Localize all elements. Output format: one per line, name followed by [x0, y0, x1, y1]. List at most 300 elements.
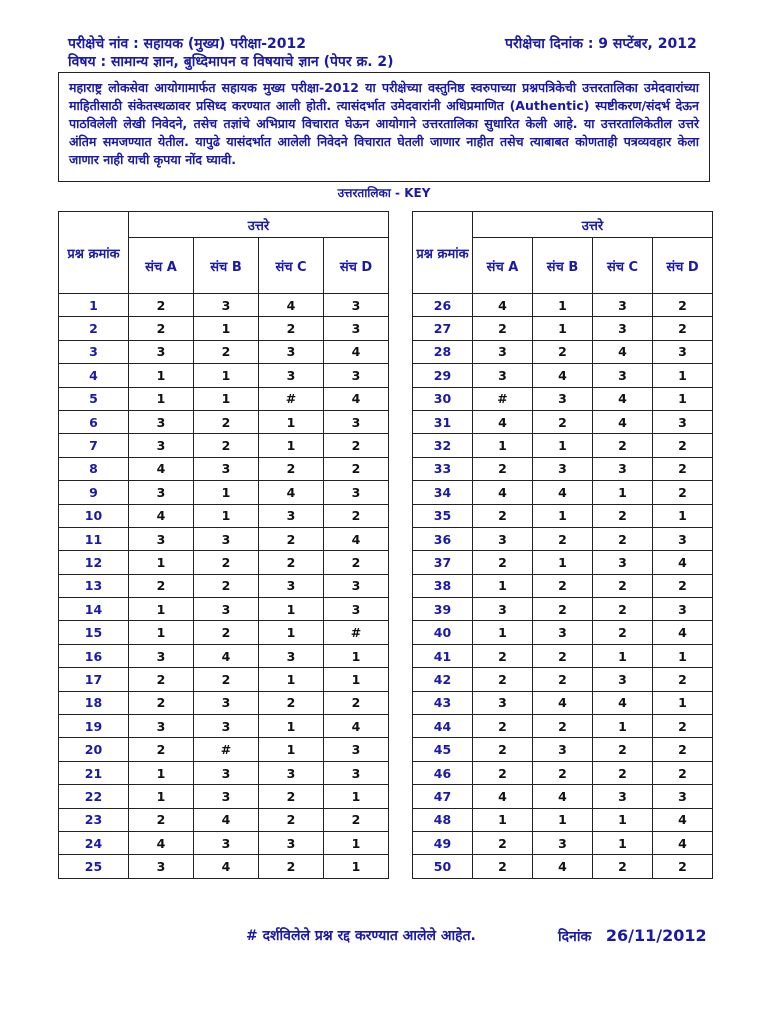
- answer-cell: 1: [194, 504, 259, 527]
- answer-cell: 3: [129, 527, 194, 550]
- table-row: [413, 410, 713, 433]
- table-row: [59, 761, 389, 784]
- date-value: 26/11/2012: [605, 926, 707, 945]
- answer-cell: 2: [533, 761, 593, 784]
- answer-cell: 2: [324, 504, 389, 527]
- question-number: 7: [59, 434, 129, 457]
- key-title: उत्तरतालिका - KEY: [337, 186, 431, 200]
- answer-cell: 4: [473, 785, 533, 808]
- answer-cell: 1: [473, 621, 533, 644]
- answer-cell: 4: [593, 387, 653, 410]
- answer-cell: 2: [129, 668, 194, 691]
- answer-cell: 3: [324, 364, 389, 387]
- answer-cell: 3: [194, 715, 259, 738]
- answer-cell: 3: [593, 551, 653, 574]
- answer-cell: 4: [593, 340, 653, 363]
- answer-cell: 1: [533, 551, 593, 574]
- header-set-c: संच C: [593, 238, 653, 294]
- question-number: 33: [413, 457, 473, 480]
- question-number: 39: [413, 598, 473, 621]
- answer-cell: 1: [473, 808, 533, 831]
- answer-cell: 1: [129, 761, 194, 784]
- answer-cell: 3: [324, 410, 389, 433]
- table-row: [413, 481, 713, 504]
- answer-cell: 2: [653, 715, 713, 738]
- answer-cell: 3: [324, 598, 389, 621]
- answer-cell: 1: [653, 364, 713, 387]
- header-question-number: प्रश्न क्रमांक: [59, 212, 129, 294]
- question-number: 18: [59, 691, 129, 714]
- answer-cell: #: [324, 621, 389, 644]
- answer-cell: 2: [324, 434, 389, 457]
- table-row: [413, 504, 713, 527]
- answer-cell: 3: [324, 738, 389, 761]
- answer-cell: 2: [473, 738, 533, 761]
- answer-cell: 4: [533, 481, 593, 504]
- answer-cell: 2: [324, 551, 389, 574]
- table-row: [59, 598, 389, 621]
- answer-cell: 3: [194, 831, 259, 854]
- answer-cell: 4: [129, 504, 194, 527]
- answer-cell: 2: [593, 527, 653, 550]
- answer-cell: 2: [593, 761, 653, 784]
- question-number: 35: [413, 504, 473, 527]
- table-row: [413, 294, 713, 317]
- answer-cell: 3: [593, 317, 653, 340]
- table-row: [413, 574, 713, 597]
- question-number: 41: [413, 644, 473, 667]
- answer-cell: 2: [194, 668, 259, 691]
- answer-cell: 1: [533, 808, 593, 831]
- answer-cell: 2: [259, 457, 324, 480]
- answer-cell: 3: [129, 434, 194, 457]
- answer-cell: 2: [593, 855, 653, 878]
- table-row: [413, 831, 713, 854]
- table-row: [59, 294, 389, 317]
- answer-cell: 2: [473, 831, 533, 854]
- answer-cell: 3: [259, 364, 324, 387]
- answer-cell: 2: [593, 621, 653, 644]
- answer-cell: 3: [324, 761, 389, 784]
- question-number: 48: [413, 808, 473, 831]
- answer-cell: 3: [593, 457, 653, 480]
- answer-cell: 1: [259, 434, 324, 457]
- answer-cell: 2: [653, 761, 713, 784]
- answer-cell: 2: [324, 457, 389, 480]
- table-row: [413, 761, 713, 784]
- answer-cell: 2: [533, 340, 593, 363]
- answer-cell: 2: [653, 738, 713, 761]
- table-row: [59, 481, 389, 504]
- answer-cell: 1: [259, 410, 324, 433]
- question-number: 8: [59, 457, 129, 480]
- answer-cell: 3: [324, 574, 389, 597]
- answer-cell: 3: [653, 340, 713, 363]
- question-number: 22: [59, 785, 129, 808]
- table-row: [59, 434, 389, 457]
- answer-cell: 3: [194, 761, 259, 784]
- question-number: 44: [413, 715, 473, 738]
- exam-subject: विषय : सामान्य ज्ञान, बुध्दिमापन व विषयाचे ज्ञान (पेपर क्र. 2): [68, 54, 394, 70]
- answer-cell: 1: [129, 598, 194, 621]
- header-set-a: संच A: [473, 238, 533, 294]
- answer-cell: 3: [129, 644, 194, 667]
- answer-cell: 3: [259, 831, 324, 854]
- table-row: [59, 527, 389, 550]
- answer-cell: 3: [259, 644, 324, 667]
- answer-cell: 1: [259, 621, 324, 644]
- answer-cell: 4: [653, 621, 713, 644]
- answer-cell: 2: [129, 574, 194, 597]
- answer-cell: 4: [324, 340, 389, 363]
- answer-cell: 3: [533, 621, 593, 644]
- answer-cell: 2: [473, 715, 533, 738]
- answer-cell: 4: [324, 387, 389, 410]
- table-row: [59, 644, 389, 667]
- answer-cell: 1: [533, 317, 593, 340]
- table-row: [413, 855, 713, 878]
- answer-cell: 2: [129, 294, 194, 317]
- question-number: 46: [413, 761, 473, 784]
- table-row: [59, 364, 389, 387]
- answer-cell: 2: [473, 504, 533, 527]
- answer-cell: 2: [473, 855, 533, 878]
- answer-cell: 1: [324, 785, 389, 808]
- answer-cell: 2: [259, 527, 324, 550]
- header-answers: उत्तरे: [473, 212, 713, 238]
- answer-cell: 2: [533, 644, 593, 667]
- answer-cell: 3: [129, 481, 194, 504]
- answer-cell: 1: [259, 715, 324, 738]
- table-row: [413, 364, 713, 387]
- answer-cell: 2: [653, 294, 713, 317]
- answer-cell: 4: [324, 527, 389, 550]
- question-number: 27: [413, 317, 473, 340]
- answer-cell: 4: [194, 855, 259, 878]
- answer-cell: 1: [653, 691, 713, 714]
- answer-cell: 1: [129, 551, 194, 574]
- answer-cell: 3: [129, 340, 194, 363]
- answer-cell: 3: [324, 317, 389, 340]
- question-number: 13: [59, 574, 129, 597]
- table-row: [59, 340, 389, 363]
- answer-cell: 2: [194, 434, 259, 457]
- answer-cell: 3: [473, 364, 533, 387]
- answer-cell: 4: [473, 481, 533, 504]
- table-row: [59, 410, 389, 433]
- table-row: [59, 855, 389, 878]
- answer-cell: 2: [473, 668, 533, 691]
- table-row: [59, 387, 389, 410]
- answer-cell: 1: [593, 644, 653, 667]
- question-number: 12: [59, 551, 129, 574]
- answer-cell: 2: [259, 855, 324, 878]
- table-row: [59, 551, 389, 574]
- answer-cell: 1: [593, 715, 653, 738]
- answer-cell: 3: [194, 691, 259, 714]
- answer-cell: 2: [653, 457, 713, 480]
- answer-cell: 3: [194, 598, 259, 621]
- answer-table-left: [58, 211, 389, 879]
- answer-cell: 4: [473, 410, 533, 433]
- answer-cell: 4: [259, 481, 324, 504]
- answer-cell: 1: [324, 855, 389, 878]
- answer-cell: 4: [259, 294, 324, 317]
- answer-cell: 3: [653, 527, 713, 550]
- question-number: 30: [413, 387, 473, 410]
- answer-cell: 2: [653, 481, 713, 504]
- answer-cell: 2: [473, 761, 533, 784]
- answer-cell: 4: [593, 410, 653, 433]
- answer-cell: 1: [653, 644, 713, 667]
- answer-cell: 4: [194, 808, 259, 831]
- answer-cell: 2: [533, 574, 593, 597]
- question-number: 4: [59, 364, 129, 387]
- answer-cell: 2: [593, 598, 653, 621]
- table-row: [413, 644, 713, 667]
- answer-cell: 3: [324, 294, 389, 317]
- table-row: [59, 574, 389, 597]
- table-row: [413, 434, 713, 457]
- question-number: 21: [59, 761, 129, 784]
- answer-cell: 2: [129, 808, 194, 831]
- question-number: 9: [59, 481, 129, 504]
- answer-cell: 1: [194, 317, 259, 340]
- answer-cell: 2: [259, 317, 324, 340]
- table-row: [413, 785, 713, 808]
- table-row: [59, 621, 389, 644]
- table-row: [413, 738, 713, 761]
- answer-cell: 2: [533, 715, 593, 738]
- answer-cell: 1: [473, 434, 533, 457]
- answer-cell: 3: [593, 785, 653, 808]
- answer-cell: 1: [259, 598, 324, 621]
- answer-cell: 2: [533, 598, 593, 621]
- answer-cell: 2: [653, 434, 713, 457]
- answer-cell: 2: [473, 457, 533, 480]
- date-label: दिनांक: [558, 929, 592, 945]
- answer-cell: 3: [653, 598, 713, 621]
- answer-cell: 4: [129, 831, 194, 854]
- answer-cell: 2: [194, 621, 259, 644]
- table-row: [413, 691, 713, 714]
- answer-cell: 3: [533, 387, 593, 410]
- answer-cell: 2: [533, 527, 593, 550]
- answer-cell: 1: [653, 504, 713, 527]
- answer-cell: 2: [259, 808, 324, 831]
- header-set-c: संच C: [259, 238, 324, 294]
- answer-cell: 2: [593, 434, 653, 457]
- answer-cell: 2: [653, 317, 713, 340]
- answer-cell: 4: [653, 551, 713, 574]
- answer-cell: 2: [194, 340, 259, 363]
- answer-cell: 3: [473, 691, 533, 714]
- table-row: [413, 808, 713, 831]
- table-row: [413, 527, 713, 550]
- answer-cell: 4: [129, 457, 194, 480]
- question-number: 20: [59, 738, 129, 761]
- answer-cell: 3: [129, 715, 194, 738]
- question-number: 23: [59, 808, 129, 831]
- answer-table-right: [412, 211, 713, 879]
- table-row: [413, 668, 713, 691]
- table-row: [413, 317, 713, 340]
- answer-cell: 3: [533, 738, 593, 761]
- answer-cell: 1: [129, 387, 194, 410]
- answer-cell: 1: [533, 434, 593, 457]
- answer-cell: 1: [129, 621, 194, 644]
- question-number: 25: [59, 855, 129, 878]
- question-number: 47: [413, 785, 473, 808]
- answer-cell: 4: [653, 808, 713, 831]
- question-number: 37: [413, 551, 473, 574]
- answer-cell: 3: [533, 831, 593, 854]
- answer-cell: 2: [533, 410, 593, 433]
- question-number: 5: [59, 387, 129, 410]
- answer-cell: 3: [194, 457, 259, 480]
- answer-cell: 3: [259, 504, 324, 527]
- answer-cell: 2: [129, 738, 194, 761]
- answer-cell: 3: [194, 785, 259, 808]
- question-number: 6: [59, 410, 129, 433]
- answer-cell: 1: [324, 644, 389, 667]
- answer-cell: 2: [653, 855, 713, 878]
- answer-cell: 2: [593, 738, 653, 761]
- answer-cell: 3: [473, 340, 533, 363]
- header-set-b: संच B: [194, 238, 259, 294]
- answer-cell: 3: [653, 785, 713, 808]
- table-row: [413, 457, 713, 480]
- answer-cell: 3: [473, 598, 533, 621]
- answer-cell: 1: [593, 808, 653, 831]
- question-number: 43: [413, 691, 473, 714]
- answer-cell: 4: [653, 831, 713, 854]
- answer-cell: #: [259, 387, 324, 410]
- question-number: 3: [59, 340, 129, 363]
- table-row: [413, 598, 713, 621]
- answer-cell: 2: [473, 317, 533, 340]
- answer-cell: 3: [259, 340, 324, 363]
- answer-cell: 2: [129, 317, 194, 340]
- table-row: [413, 715, 713, 738]
- answer-cell: 1: [259, 738, 324, 761]
- question-number: 14: [59, 598, 129, 621]
- answer-cell: 3: [533, 457, 593, 480]
- answer-rows-right: [413, 294, 713, 879]
- answer-cell: 1: [259, 668, 324, 691]
- question-number: 50: [413, 855, 473, 878]
- question-number: 49: [413, 831, 473, 854]
- answer-cell: 4: [194, 644, 259, 667]
- answer-cell: 4: [324, 715, 389, 738]
- table-row: [59, 668, 389, 691]
- answer-cell: 3: [593, 668, 653, 691]
- question-number: 40: [413, 621, 473, 644]
- answer-cell: 3: [259, 574, 324, 597]
- answer-cell: 1: [129, 785, 194, 808]
- question-number: 16: [59, 644, 129, 667]
- answer-cell: #: [194, 738, 259, 761]
- question-number: 36: [413, 527, 473, 550]
- notice-text: महाराष्ट्र लोकसेवा आयोगामार्फत सहायक मुख्य परीक्षा-2012 या परीक्षेच्या वस्तुनिष्ठ स्वरुपाच्या प्रश्नपत्रिकेची उत्तरतालिका उमेदवारांच्या माहितीसाठी संकेतस्थळावर प्रसिध्द करण्यात आली होती. त्यासंदर्भात उमेदवारांनी अधिप्रमाणित (Authentic) स्पष्टीकरण/संदर्भ देऊन पाठविलेली लेखी निवेदने, तसेच तज्ञांचे अभिप्राय विचारात घेऊन आयोगाने उत्तरतालिका सुधारित केली आहे. या उत्तरतालिकेतील उत्तरे अंतिम समजण्यात येतील. यापुढे यासंदर्भात आलेली निवेदने विचारात घेतली जाणार नाहीत तसेच त्याबाबत कोणताही पत्रव्यवहार केला जाणार नाही याची कृपया नोंद घ्यावी.: [69, 80, 699, 167]
- table-row: [59, 317, 389, 340]
- answer-cell: 1: [324, 668, 389, 691]
- question-number: 42: [413, 668, 473, 691]
- answer-cell: 2: [129, 691, 194, 714]
- answer-cell: 4: [533, 855, 593, 878]
- answer-cell: 3: [129, 410, 194, 433]
- cancelled-note: # दर्शविलेले प्रश्न रद्द करण्यात आलेले आहेत.: [246, 928, 476, 944]
- answer-cell: 2: [194, 410, 259, 433]
- answer-cell: 3: [324, 481, 389, 504]
- question-number: 34: [413, 481, 473, 504]
- question-number: 26: [413, 294, 473, 317]
- issue-date: [558, 926, 707, 946]
- question-number: 31: [413, 410, 473, 433]
- question-number: 17: [59, 668, 129, 691]
- answer-cell: 2: [593, 504, 653, 527]
- header-set-b: संच B: [533, 238, 593, 294]
- table-row: [413, 621, 713, 644]
- answer-cell: 4: [473, 294, 533, 317]
- header-set-d: संच D: [653, 238, 713, 294]
- answer-cell: 3: [593, 364, 653, 387]
- table-row: [59, 831, 389, 854]
- question-number: 28: [413, 340, 473, 363]
- question-number: 45: [413, 738, 473, 761]
- answer-cell: 1: [593, 481, 653, 504]
- answer-cell: 2: [259, 785, 324, 808]
- header-set-a: संच A: [129, 238, 194, 294]
- answer-cell: 4: [533, 691, 593, 714]
- question-number: 2: [59, 317, 129, 340]
- answer-cell: 2: [593, 574, 653, 597]
- header-answers: उत्तरे: [129, 212, 389, 238]
- answer-cell: 3: [653, 410, 713, 433]
- answer-cell: 1: [194, 364, 259, 387]
- answer-cell: 2: [194, 551, 259, 574]
- table-row: [59, 808, 389, 831]
- answer-cell: 3: [194, 527, 259, 550]
- answer-cell: 1: [194, 481, 259, 504]
- table-row: [413, 340, 713, 363]
- answer-cell: 3: [259, 761, 324, 784]
- question-number: 38: [413, 574, 473, 597]
- answer-cell: 1: [194, 387, 259, 410]
- table-row: [59, 738, 389, 761]
- answer-rows-left: [59, 294, 389, 879]
- question-number: 19: [59, 715, 129, 738]
- answer-cell: 1: [324, 831, 389, 854]
- table-row: [59, 715, 389, 738]
- answer-cell: 1: [653, 387, 713, 410]
- question-number: 15: [59, 621, 129, 644]
- table-row: [413, 387, 713, 410]
- notice-box: [58, 72, 710, 182]
- question-number: 32: [413, 434, 473, 457]
- answer-cell: 2: [653, 574, 713, 597]
- question-number: 29: [413, 364, 473, 387]
- answer-cell: 1: [473, 574, 533, 597]
- answer-cell: 2: [473, 551, 533, 574]
- exam-name: परीक्षेचे नांव : सहायक (मुख्य) परीक्षा-2012: [68, 36, 306, 52]
- answer-cell: 1: [593, 831, 653, 854]
- question-number: 1: [59, 294, 129, 317]
- answer-cell: 1: [533, 294, 593, 317]
- answer-cell: 2: [324, 808, 389, 831]
- answer-cell: 1: [129, 364, 194, 387]
- table-row: [59, 457, 389, 480]
